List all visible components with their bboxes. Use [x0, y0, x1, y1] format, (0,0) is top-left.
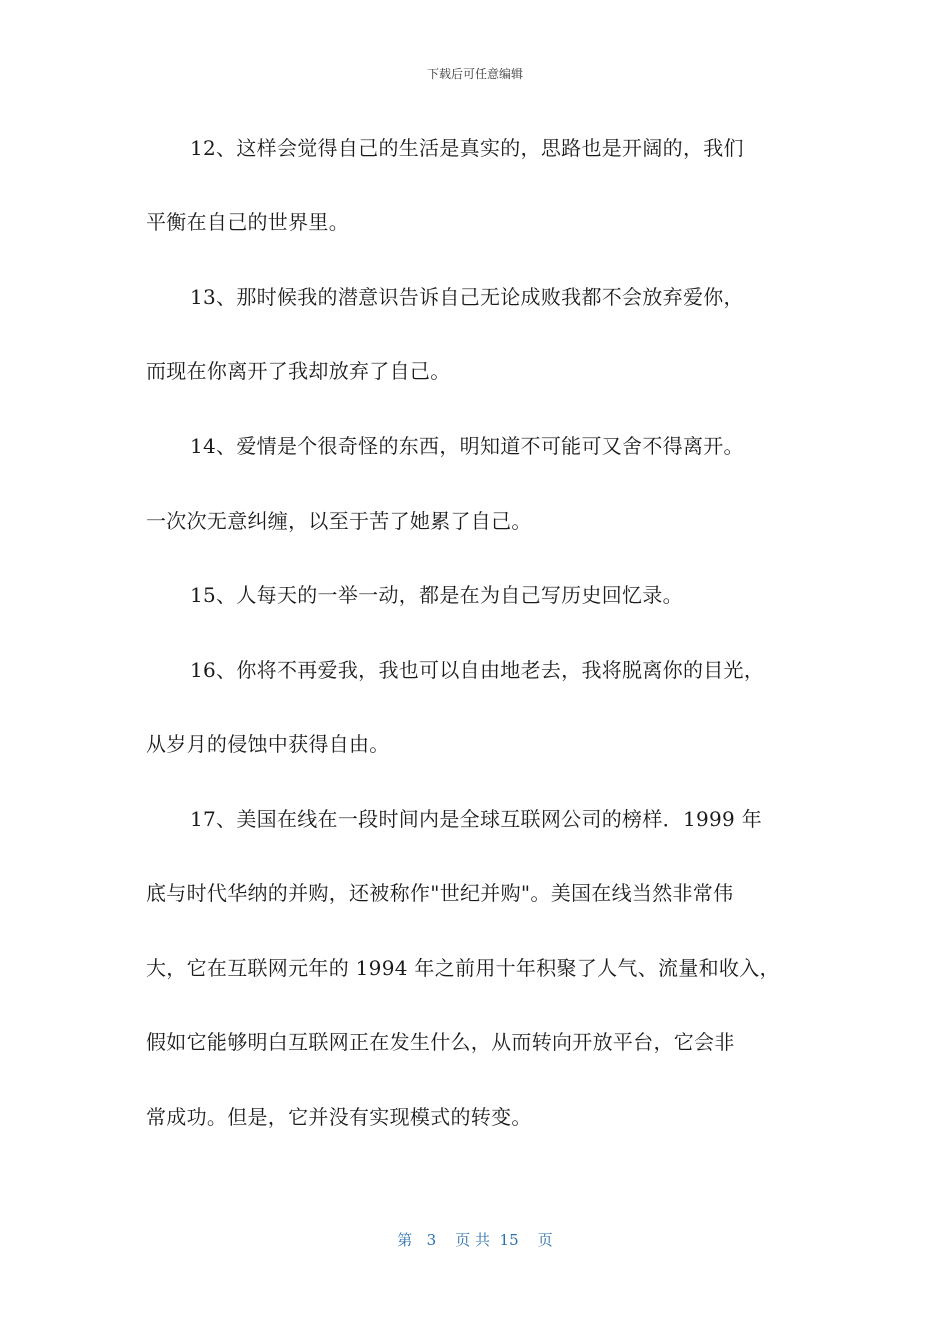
paragraph-line: 假如它能够明白互联网正在发生什么，从而转向开放平台，它会非	[146, 1030, 735, 1054]
paragraph-line: 平衡在自己的世界里。	[146, 210, 349, 234]
paragraph-line: 15、人每天的一举一动，都是在为自己写历史回忆录。	[190, 583, 683, 607]
paragraph-line: 16、你将不再爱我，我也可以自由地老去，我将脱离你的目光，	[190, 658, 765, 682]
paragraph-line: 17、美国在线在一段时间内是全球互联网公司的榜样．1999 年	[190, 807, 763, 831]
footer-page-label: 第	[397, 1231, 413, 1249]
paragraph-line: 底与时代华纳的并购，还被称作"世纪并购"。美国在线当然非常伟	[146, 881, 734, 905]
footer-end-label: 页	[537, 1231, 553, 1249]
paragraph-line: 14、爱情是个很奇怪的东西，明知道不可能可又舍不得离开。	[190, 434, 744, 458]
paragraph-line: 大，它在互联网元年的 1994 年之前用十年积聚了人气、流量和收入，	[146, 956, 780, 980]
paragraph-line: 13、那时候我的潜意识告诉自己无论成败我都不会放弃爱你，	[190, 285, 744, 309]
page-footer	[0, 1230, 950, 1250]
paragraph-line: 12、这样会觉得自己的生活是真实的，思路也是开阔的，我们	[190, 136, 744, 160]
footer-total-pages: 15	[499, 1231, 519, 1249]
paragraph-line: 一次次无意纠缠，以至于苦了她累了自己。	[146, 509, 532, 533]
page-header: 下载后可任意编辑	[426, 67, 523, 81]
paragraph-line: 而现在你离开了我却放弃了自己。	[146, 359, 451, 383]
paragraph-line: 从岁月的侵蚀中获得自由。	[146, 732, 390, 756]
footer-page-number: 3	[426, 1231, 437, 1249]
paragraph-line: 常成功。但是，它并没有实现模式的转变。	[146, 1105, 532, 1129]
footer-total-label: 页 共	[455, 1231, 490, 1249]
